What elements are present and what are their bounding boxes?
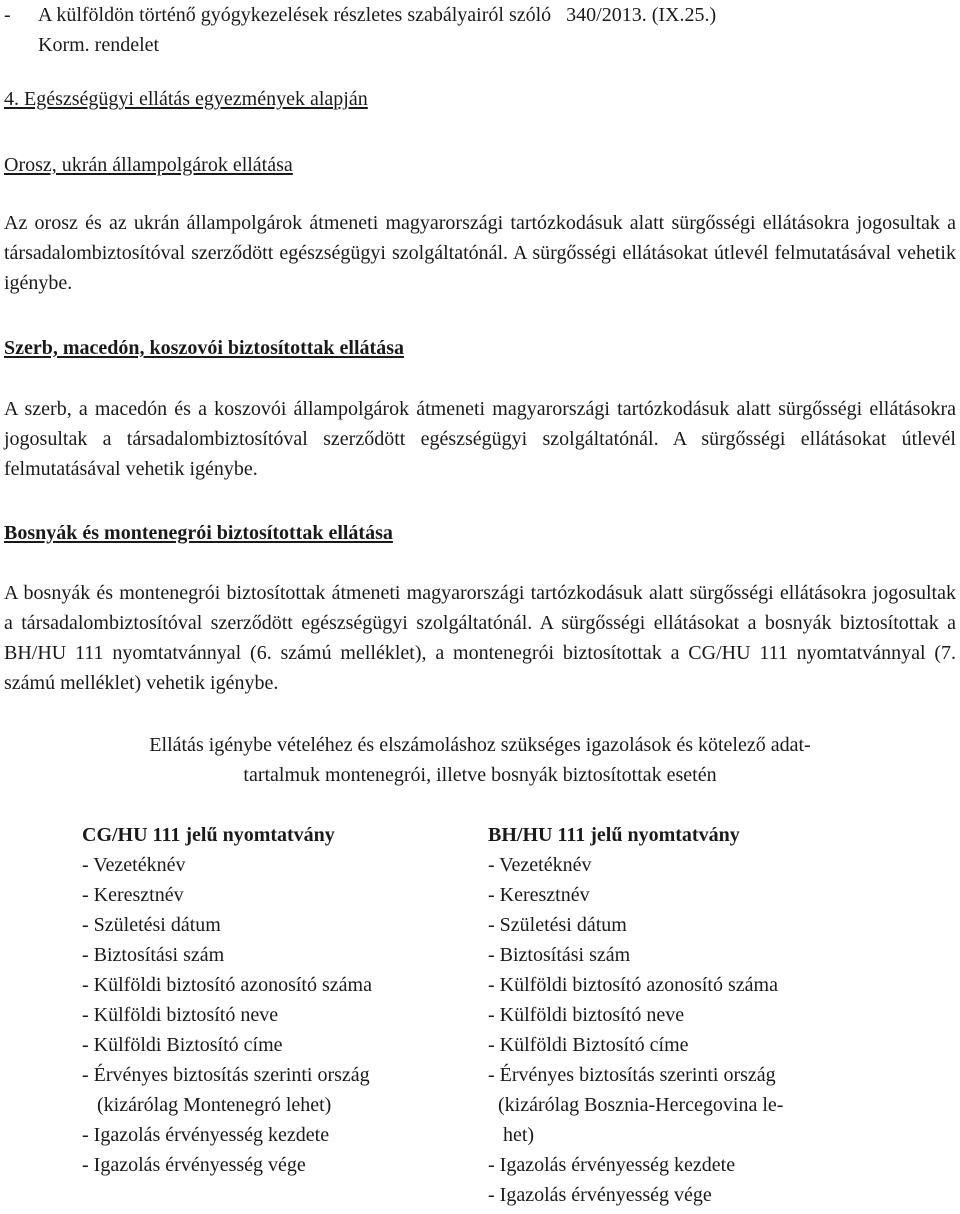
list-item: - Érvényes biztosítás szerinti ország xyxy=(488,1064,776,1086)
list-item: - Külföldi Biztosító címe xyxy=(82,1034,283,1056)
list-item: - Külföldi biztosító neve xyxy=(488,1004,685,1026)
bosnian-heading: Bosnyák és montenegrói biztosítottak ellátása xyxy=(4,522,393,544)
forms-title-line-1: Ellátás igénybe vételéhez és elszámoláshoz szükséges igazolások és kötelező adat- xyxy=(149,734,811,756)
list-dash: - xyxy=(4,4,11,26)
serbian-heading: Szerb, macedón, koszovói biztosítottak ellátása xyxy=(4,337,404,359)
list-item: - Születési dátum xyxy=(488,914,627,936)
bh-form-title: BH/HU 111 jelű nyomtatvány xyxy=(488,824,740,846)
list-item: - Igazolás érvényesség vége xyxy=(82,1154,306,1176)
list-item: - Igazolás érvényesség vége xyxy=(488,1184,712,1206)
list-item: het) xyxy=(488,1124,535,1146)
list-item: - Külföldi biztosító neve xyxy=(82,1004,279,1026)
list-item: - Keresztnév xyxy=(488,884,590,906)
list-item: - Külföldi Biztosító címe xyxy=(488,1034,689,1056)
cg-form-column xyxy=(82,820,372,1180)
list-item: - Igazolás érvényesség kezdete xyxy=(82,1124,330,1146)
bh-form-column xyxy=(488,820,783,1210)
russian-ukrainian-text: Az orosz és az ukrán állampolgárok átmeneti magyarországi tartózkodásuk alatt sürgősségi ellátásokra jogosultak a társadalombiztosítóval szerződött egészségügyi szolgáltatónál. A sürgősségi ellátásokat útlevél felmutatásával vehetik igénybe. xyxy=(4,212,956,294)
list-item: - Biztosítási szám xyxy=(82,944,225,966)
list-item: - Külföldi biztosító azonosító száma xyxy=(488,974,778,996)
list-item: - Külföldi biztosító azonosító száma xyxy=(82,974,372,996)
serbian-text: A szerb, a macedón és a koszovói állampolgárok átmeneti magyarországi tartózkodásuk alatt sürgősségi ellátásokra jogosultak a társadalombiztosítóval szerződött egészségügyi szolgáltatónál. A sürgősségi ellátásokat útlevél felmutatásával vehetik igénybe. xyxy=(4,398,956,480)
intro-line-2: Korm. rendelet xyxy=(38,34,160,56)
list-item: (kizárólag Montenegró lehet) xyxy=(82,1094,332,1116)
russian-ukrainian-heading: Orosz, ukrán állampolgárok ellátása xyxy=(4,154,293,176)
list-item: - Igazolás érvényesség kezdete xyxy=(488,1154,736,1176)
list-item: - Biztosítási szám xyxy=(488,944,631,966)
list-item: - Érvényes biztosítás szerinti ország xyxy=(82,1064,370,1086)
intro-list-item xyxy=(4,0,904,60)
intro-line-1: A külföldön történő gyógykezelések részletes szabályairól szóló 340/2013. (IX.25.) xyxy=(38,4,717,26)
list-item: - Keresztnév xyxy=(82,884,184,906)
bosnian-text: A bosnyák és montenegrói biztosítottak átmeneti magyarországi tartózkodásuk alatt sürgősségi ellátásokra jogosultak a társadalombiztosítóval szerződött egészségügyi szolgáltatónál. A sürgősségi ellátásokat a bosnyák biztosítottak a BH/HU 111 nyomtatvánnyal (6. számú melléklet), a montenegrói biztosítottak a CG/HU 111 nyomtatvánnyal (7. számú melléklet) vehetik igénybe. xyxy=(4,582,956,694)
list-item: - Vezetéknév xyxy=(82,854,186,876)
list-item: - Vezetéknév xyxy=(488,854,592,876)
list-item: (kizárólag Bosznia-Hercegovina le- xyxy=(488,1094,784,1116)
forms-title-line-2: tartalmuk montenegrói, illetve bosnyák biztosítottak esetén xyxy=(243,764,717,786)
section-4-title: 4. Egészségügyi ellátás egyezmények alapján xyxy=(4,88,368,110)
cg-form-title: CG/HU 111 jelű nyomtatvány xyxy=(82,824,335,846)
list-item: - Születési dátum xyxy=(82,914,221,936)
